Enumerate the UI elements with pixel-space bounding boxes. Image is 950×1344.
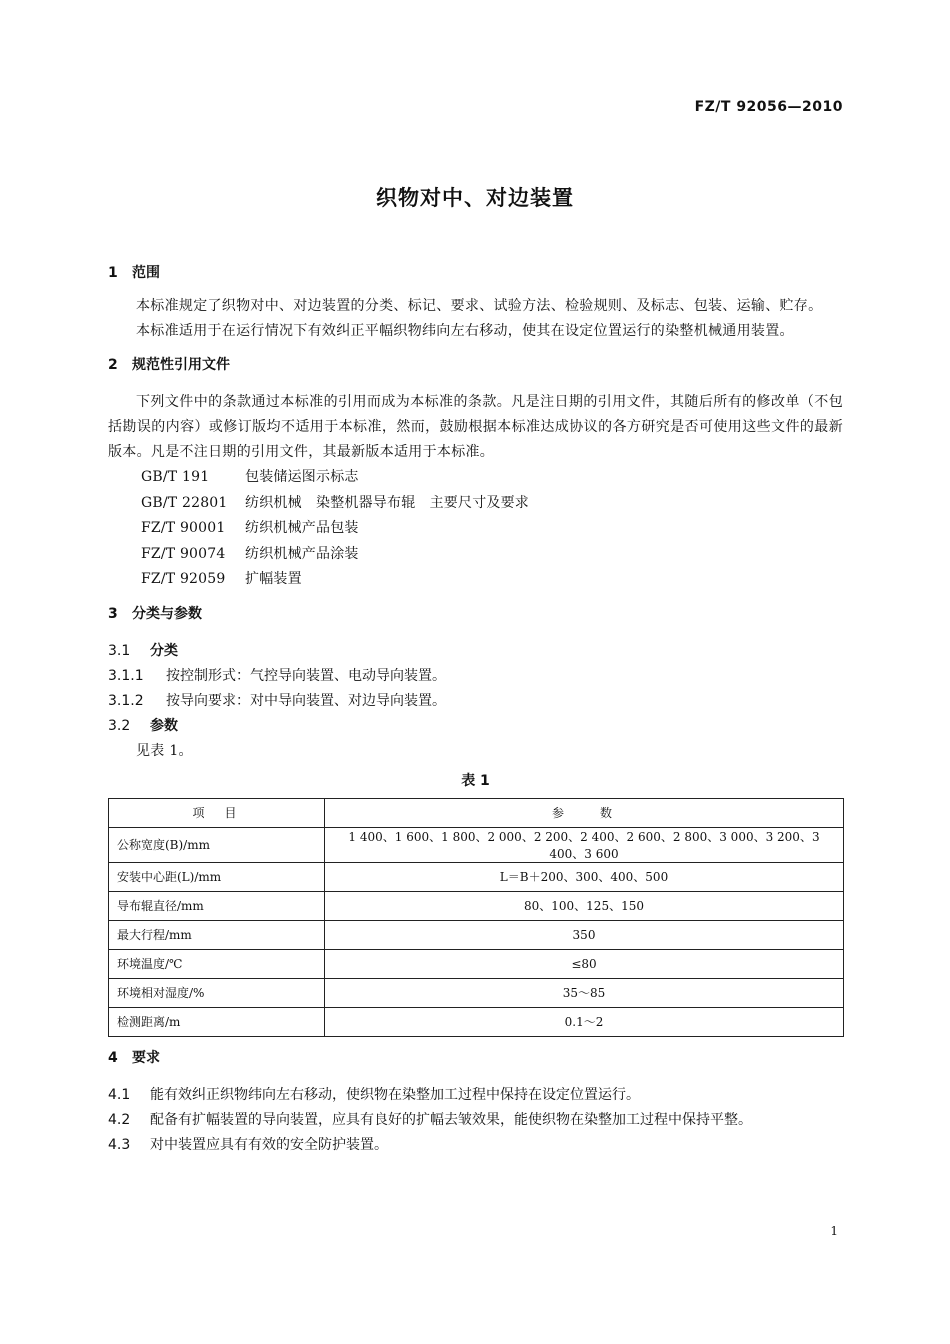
table-row [109, 1007, 844, 1036]
subsection-number: 3.2 [108, 717, 131, 734]
subsection-title: 分类 [150, 642, 178, 659]
section-title: 要求 [132, 1049, 160, 1066]
clause-number: 3.1.2 [108, 692, 144, 709]
requirement-item [108, 1133, 843, 1158]
table-row [109, 978, 844, 1007]
param-name: 安装中心距(L)/mm [109, 862, 325, 891]
param-value: 350 [325, 920, 844, 949]
paragraph: 本标准适用于在运行情况下有效纠正平幅织物纬向左右移动，使其在设定位置运行的染整机械通用装置。 [136, 323, 794, 339]
page-number: 1 [830, 1224, 838, 1238]
reference-code: GB/T 191 [141, 469, 210, 485]
param-name: 检测距离/m [109, 1007, 325, 1036]
section-3-heading [108, 603, 843, 625]
section-number: 2 [108, 357, 118, 373]
clause-3-1-2 [108, 689, 843, 714]
reference-code: FZ/T 92059 [141, 571, 226, 587]
table-header-row [109, 798, 844, 827]
reference-item [108, 542, 843, 568]
requirement-text: 配备有扩幅装置的导向装置，应具有良好的扩幅去皱效果，能使织物在染整加工过程中保持平整。 [150, 1111, 752, 1128]
subsection-number: 3.1 [108, 642, 131, 659]
document-title: 织物对中、对边装置 [376, 186, 574, 210]
subsection-title: 参数 [150, 717, 178, 734]
clause-number: 3.1.1 [108, 667, 144, 684]
requirement-number: 4.1 [108, 1086, 131, 1103]
reference-title: 扩幅装置 [245, 571, 302, 587]
reference-item [108, 516, 843, 542]
param-name: 导布辊直径/mm [109, 891, 325, 920]
section-title: 分类与参数 [132, 605, 202, 622]
section-2-heading [108, 354, 843, 376]
section-1-heading [108, 262, 843, 284]
standard-number: FZ/T 92056—2010 [694, 99, 843, 115]
clause-text: 按导向要求：对中导向装置、对边导向装置。 [166, 692, 446, 709]
reference-item [108, 465, 843, 491]
param-name: 环境相对湿度/% [109, 978, 325, 1007]
requirement-item [108, 1108, 843, 1133]
section-title: 范围 [132, 265, 160, 281]
param-name: 最大行程/mm [109, 920, 325, 949]
subsection-3-2-heading [108, 714, 843, 739]
clause-3-1-1 [108, 664, 843, 689]
requirement-text: 能有效纠正织物纬向左右移动，使织物在染整加工过程中保持在设定位置运行。 [150, 1086, 640, 1103]
table-row [109, 862, 844, 891]
subsection-3-1-heading [108, 639, 843, 664]
section-title: 规范性引用文件 [132, 357, 230, 373]
document-body [108, 262, 843, 1158]
param-value: ≤80 [325, 949, 844, 978]
reference-code: FZ/T 90074 [141, 545, 226, 562]
paragraph: 下列文件中的条款通过本标准的引用而成为本标准的条款。凡是注日期的引用文件，其随后所有的修改单（不包括勘误的内容）或修订版均不适用于本标准，然而，鼓励根据本标准达成协议的各方研究是否可使用这些文件的最新版本。凡是不注日期的引用文件，其最新版本适用于本标准。 [108, 394, 843, 460]
reference-code: FZ/T 90001 [141, 520, 226, 536]
reference-title: 纺织机械产品包装 [245, 520, 359, 536]
parameters-table [108, 798, 844, 1037]
requirement-number: 4.3 [108, 1136, 131, 1153]
table-row [109, 891, 844, 920]
requirement-item [108, 1083, 843, 1108]
clause-text: 按控制形式：气控导向装置、电动导向装置。 [166, 667, 446, 684]
table-row [109, 949, 844, 978]
reference-item [108, 567, 843, 593]
param-value: 1 400、1 600、1 800、2 000、2 200、2 400、2 600、2 800、3 000、3 200、3 400、3 600 [325, 827, 844, 862]
section-4-heading [108, 1047, 843, 1069]
param-name: 环境温度/℃ [109, 949, 325, 978]
table-row [109, 827, 844, 862]
reference-code: GB/T 22801 [141, 494, 228, 511]
param-value: 35～85 [325, 978, 844, 1007]
section-number: 1 [108, 265, 118, 281]
requirement-number: 4.2 [108, 1111, 131, 1128]
reference-title: 纺织机械 染整机器导布辊 主要尺寸及要求 [245, 494, 529, 511]
reference-item [108, 491, 843, 517]
column-header-item: 项 目 [109, 798, 325, 827]
paragraph: 本标准规定了织物对中、对边装置的分类、标记、要求、试验方法、检验规则、及标志、包装、运输、贮存。 [136, 298, 823, 314]
reference-title: 包装储运图示标志 [245, 469, 359, 485]
reference-title: 纺织机械产品涂装 [245, 545, 359, 562]
column-header-params: 参 数 [325, 798, 844, 827]
param-name: 公称宽度(B)/mm [109, 827, 325, 862]
paragraph: 见表 1。 [136, 742, 193, 759]
param-value: 80、100、125、150 [325, 891, 844, 920]
param-value: 0.1～2 [325, 1007, 844, 1036]
section-number: 3 [108, 605, 118, 622]
requirement-text: 对中装置应具有有效的安全防护装置。 [150, 1136, 388, 1153]
table-row [109, 920, 844, 949]
table-caption: 表 1 [461, 772, 490, 789]
section-number: 4 [108, 1049, 118, 1066]
param-value: L＝B＋200、300、400、500 [325, 862, 844, 891]
